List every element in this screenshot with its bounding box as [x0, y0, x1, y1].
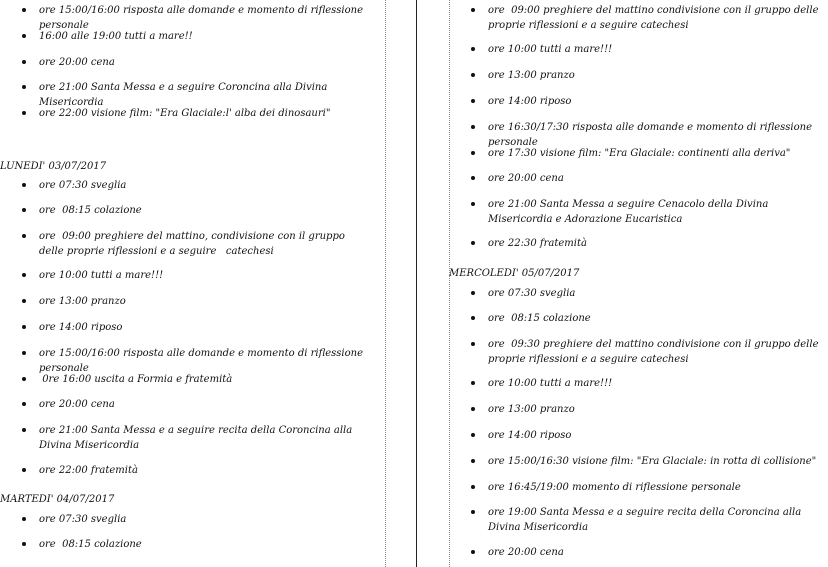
day-heading: LUNEDI' 03/07/2017	[0, 161, 107, 172]
bullet-icon	[471, 291, 475, 295]
bullet-icon	[22, 208, 26, 212]
list-item-text: ore 13:00 pranzo	[488, 404, 575, 415]
list-item-text: ore 08:15 colazione	[39, 205, 142, 216]
bullet-icon	[471, 485, 475, 489]
bullet-icon	[471, 433, 475, 437]
list-item-text: ore 14:00 riposo	[39, 322, 123, 333]
bullet-icon	[22, 60, 26, 64]
list-item-text: ore 13:00 pranzo	[488, 70, 575, 81]
list-item-text: ore 14:00 riposo	[488, 96, 572, 107]
list-item-text: ore 10:00 tutti a mare!!!	[488, 44, 613, 55]
list-item-text: ore 07:30 sveglia	[39, 180, 127, 191]
list-item-text: ore 07:30 sveglia	[39, 514, 127, 525]
list-item-text: ore 14:00 riposo	[488, 430, 572, 441]
right-column-border	[449, 0, 450, 567]
bullet-icon	[22, 542, 26, 546]
list-item-text: ore 20:00 cena	[39, 399, 115, 410]
day-heading: MARTEDI' 04/07/2017	[0, 494, 115, 505]
bullet-icon	[22, 377, 26, 381]
list-item-text: ore 08:15 colazione	[488, 313, 591, 324]
bullet-icon	[471, 510, 475, 514]
list-item-text: ore 22:00 visione film: "Era Glaciale:l' alba dei dinosauri"	[39, 108, 331, 119]
bullet-icon	[471, 99, 475, 103]
bullet-icon	[22, 183, 26, 187]
bullet-icon	[22, 273, 26, 277]
bullet-icon	[471, 342, 475, 346]
day-heading: MERCOLEDI' 05/07/2017	[449, 268, 580, 279]
list-item-text: ore 13:00 pranzo	[39, 296, 126, 307]
bullet-icon	[22, 402, 26, 406]
bullet-icon	[471, 176, 475, 180]
bullet-icon	[22, 34, 26, 38]
list-item-text: ore 21:00 Santa Messa e a seguire recita della Coroncina alla Divina Misericordia	[39, 425, 356, 451]
bullet-icon	[471, 47, 475, 51]
bullet-icon	[22, 234, 26, 238]
list-item-text: ore 21:00 Santa Messa e a seguire Coroncina alla Divina Misericordia	[39, 82, 331, 108]
left-column-border	[385, 0, 386, 567]
bullet-icon	[471, 202, 475, 206]
list-item-text: ore 19:00 Santa Messa e a seguire recita della Coroncina alla Divina Misericordia	[488, 507, 805, 533]
list-item-text: ore 16:45/19:00 momento di riflessione personale	[488, 482, 741, 493]
bullet-icon	[22, 351, 26, 355]
bullet-icon	[471, 241, 475, 245]
page-divider	[416, 0, 417, 567]
list-item-text: ore 10:00 tutti a mare!!!	[488, 378, 613, 389]
bullet-icon	[471, 381, 475, 385]
list-item-text: 16:00 alle 19:00 tutti a mare!!	[39, 31, 193, 42]
list-item-text: ore 09:30 preghiere del mattino condivisione con il gruppo delle proprie riflessioni e a seguire catechesi	[488, 339, 822, 365]
bullet-icon	[471, 151, 475, 155]
bullet-icon	[471, 407, 475, 411]
bullet-icon	[22, 111, 26, 115]
list-item-text: ore 20:00 cena	[39, 57, 115, 68]
list-item-text: ore 08:15 colazione	[39, 539, 142, 550]
bullet-icon	[22, 428, 26, 432]
list-item-text: ore 21:00 Santa Messa a seguire Cenacolo della Divina Misericordia e Adorazione Eucaristica	[488, 199, 772, 225]
bullet-icon	[471, 550, 475, 554]
list-item-text: ore 15:00/16:30 visione film: "Era Glaciale: in rotta di collisione"	[488, 456, 817, 467]
list-item-text: ore 10:00 tutti a mare!!!	[39, 270, 164, 281]
list-item-text: ore 15:00/16:00 risposta alle domande e momento di riflessione personale	[39, 348, 367, 374]
list-item-text: ore 09:00 preghiere del mattino condivisione con il gruppo delle proprie riflessioni e a seguire catechesi	[488, 5, 822, 31]
bullet-icon	[22, 517, 26, 521]
list-item-text: ore 09:00 preghiere del mattino, condivisione con il gruppo delle proprie riflessioni e a seguire catechesi	[39, 231, 349, 257]
list-item-text: ore 20:00 cena	[488, 547, 564, 558]
bullet-icon	[471, 316, 475, 320]
list-item-text: ore 07:30 sveglia	[488, 288, 576, 299]
list-item-text: 0re 16:00 uscita a Formia e fratemità	[39, 374, 233, 385]
bullet-icon	[22, 468, 26, 472]
list-item-text: ore 22:30 fratemità	[488, 238, 587, 249]
bullet-icon	[471, 459, 475, 463]
bullet-icon	[471, 125, 475, 129]
list-item-text: ore 22:00 fratemità	[39, 465, 138, 476]
list-item-text: ore 15:00/16:00 risposta alle domande e momento di riflessione personale	[39, 5, 367, 31]
list-item-text: ore 17:30 visione film: "Era Glaciale: continenti alla deriva"	[488, 148, 791, 159]
list-item-text: ore 20:00 cena	[488, 173, 564, 184]
bullet-icon	[22, 325, 26, 329]
bullet-icon	[22, 299, 26, 303]
bullet-icon	[471, 8, 475, 12]
bullet-icon	[22, 8, 26, 12]
bullet-icon	[22, 85, 26, 89]
bullet-icon	[471, 73, 475, 77]
list-item-text: ore 16:30/17:30 risposta alle domande e momento di riflessione personale	[488, 122, 816, 148]
